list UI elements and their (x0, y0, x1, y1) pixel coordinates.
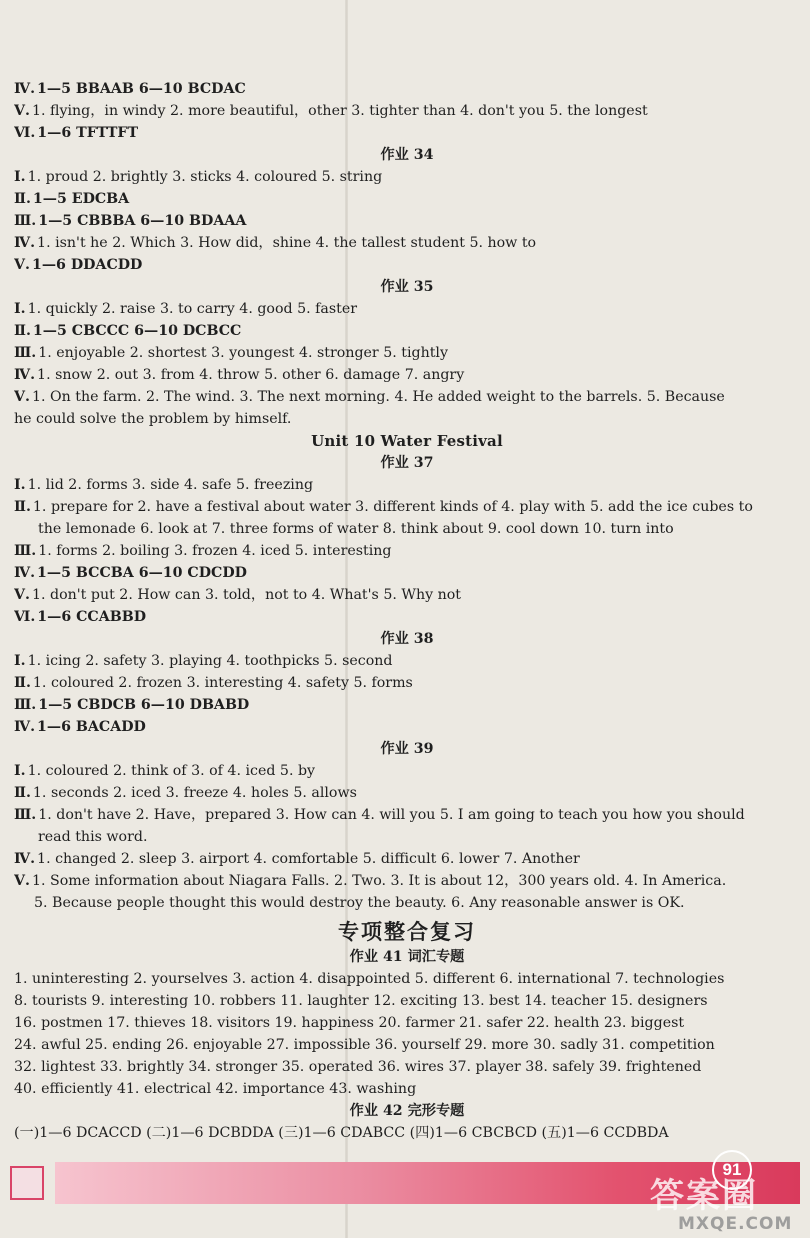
roman-numeral: Ⅴ. (14, 257, 30, 273)
answer-text: 1—5 CBDCB 6—10 DBABD (38, 697, 250, 713)
answer-text: 1. isn't he 2. Which 3. How did，shine 4. the tallest student 5. how to (37, 235, 537, 251)
answer-line (14, 122, 800, 144)
answer-line (14, 298, 800, 320)
answer-text: 1—5 CBBBA 6—10 BDAAA (38, 213, 247, 229)
answer-line (14, 320, 800, 342)
answer-line (14, 1012, 800, 1034)
section-heading: 作业 38 (380, 631, 434, 647)
answer-line (14, 848, 800, 870)
answer-text: 1—6 DDACDD (31, 257, 143, 273)
watermark-url: MXQE.COM (678, 1214, 793, 1234)
roman-numeral: Ⅰ. (14, 653, 26, 669)
roman-numeral: Ⅳ. (14, 235, 36, 251)
roman-numeral: Ⅲ. (14, 543, 37, 559)
roman-numeral: Ⅲ. (14, 213, 37, 229)
answer-text: 1. lid 2. forms 3. side 4. safe 5. freezing (27, 477, 314, 493)
answer-text: 1. don't have 2. Have，prepared 3. How can 4. will you 5. I am going to teach you how you should (38, 807, 745, 823)
page-number: 91 (712, 1150, 752, 1190)
roman-numeral: Ⅵ. (14, 125, 36, 141)
answer-line (14, 1122, 800, 1144)
roman-numeral: Ⅱ. (14, 785, 31, 801)
roman-numeral: Ⅲ. (14, 697, 37, 713)
answer-line (14, 166, 800, 188)
answer-line (14, 210, 800, 232)
answer-text: 1. coloured 2. think of 3. of 4. iced 5. by (27, 763, 316, 779)
answer-text: the lemonade 6. look at 7. three forms of water 8. think about 9. cool down 10. turn into (38, 521, 674, 537)
answer-line (14, 342, 800, 364)
answer-line (14, 782, 800, 804)
answer-text: read this word. (38, 829, 148, 845)
answer-line (14, 870, 800, 892)
answer-line (14, 1056, 800, 1078)
answer-line (14, 562, 800, 584)
roman-numeral: Ⅰ. (14, 301, 26, 317)
answer-line (14, 518, 800, 540)
roman-numeral: Ⅳ. (14, 719, 36, 735)
section-heading: 作业 35 (380, 279, 434, 295)
answer-text: 1. seconds 2. iced 3. freeze 4. holes 5. allows (32, 785, 357, 801)
answer-text: 1—5 EDCBA (32, 191, 130, 207)
roman-numeral: Ⅲ. (14, 807, 37, 823)
roman-numeral: Ⅳ. (14, 367, 36, 383)
section-heading: 作业 37 (380, 455, 434, 471)
answer-text: 1. don't put 2. How can 3. told，not to 4. What's 5. Why not (31, 587, 461, 603)
answer-line (14, 716, 800, 738)
answer-text: 1. proud 2. brightly 3. sticks 4. coloured 5. string (27, 169, 383, 185)
answer-text: he could solve the problem by himself. (14, 411, 292, 427)
answer-line (14, 540, 800, 562)
answer-key-content (14, 78, 800, 1144)
answer-line (14, 990, 800, 1012)
answer-line (14, 606, 800, 628)
roman-numeral: Ⅴ. (14, 103, 30, 119)
roman-numeral: Ⅱ. (14, 675, 31, 691)
section-heading: 作业 42 完形专题 (349, 1103, 465, 1119)
answer-text: 1. On the farm. 2. The wind. 3. The next morning. 4. He added weight to the barrels. 5. Because (31, 389, 725, 405)
answer-text: 1—6 BACADD (37, 719, 146, 735)
answer-text: 1. flying，in windy 2. more beautiful，other 3. tighter than 4. don't you 5. the longest (31, 103, 648, 119)
answer-text: (一)1—6 DCACCD (二)1—6 DCBDDA (三)1—6 CDABCC (四)1—6 CBCBCD (五)1—6 CCDBDA (14, 1125, 669, 1141)
roman-numeral: Ⅴ. (14, 389, 30, 405)
roman-numeral: Ⅱ. (14, 499, 31, 515)
section-heading: 作业 39 (380, 741, 434, 757)
answer-text: 1. prepare for 2. have a festival about water 3. different kinds of 4. play with 5. add the ice cubes to (32, 499, 753, 515)
roman-numeral: Ⅲ. (14, 345, 37, 361)
answer-text: 1—6 CCABBD (37, 609, 147, 625)
answer-line (14, 826, 800, 848)
section-heading: 作业 41 词汇专题 (349, 949, 465, 965)
unit-title: Unit 10 Water Festival (311, 432, 503, 450)
answer-line (14, 1078, 800, 1100)
roman-numeral: Ⅰ. (14, 477, 26, 493)
answer-text: 1—5 CBCCC 6—10 DCBCC (32, 323, 242, 339)
answer-line (14, 254, 800, 276)
roman-numeral: Ⅳ. (14, 565, 36, 581)
answer-line (14, 408, 800, 430)
roman-numeral: Ⅱ. (14, 323, 31, 339)
answer-text: 1. quickly 2. raise 3. to carry 4. good 5. faster (27, 301, 358, 317)
answer-text: 1. enjoyable 2. shortest 3. youngest 4. stronger 5. tightly (38, 345, 448, 361)
review-title: 专项整合复习 (338, 919, 476, 944)
answer-line (14, 892, 800, 914)
roman-numeral: Ⅱ. (14, 191, 31, 207)
answer-text: 24. awful 25. ending 26. enjoyable 27. impossible 36. yourself 29. more 30. sadly 31. competition (14, 1037, 715, 1053)
answer-text: 1. coloured 2. frozen 3. interesting 4. safety 5. forms (32, 675, 413, 691)
answer-line (14, 672, 800, 694)
answer-line (14, 474, 800, 496)
answer-line (14, 760, 800, 782)
roman-numeral: Ⅴ. (14, 873, 30, 889)
roman-numeral: Ⅰ. (14, 763, 26, 779)
roman-numeral: Ⅵ. (14, 609, 36, 625)
answer-line (14, 100, 800, 122)
answer-text: 8. tourists 9. interesting 10. robbers 11. laughter 12. exciting 13. best 14. teacher 15. designers (14, 993, 708, 1009)
section-heading: 作业 34 (380, 147, 434, 163)
answer-line (14, 188, 800, 210)
answer-text: 1—6 TFTTFT (37, 125, 139, 141)
answer-line (14, 78, 800, 100)
answer-text: 1. forms 2. boiling 3. frozen 4. iced 5. interesting (38, 543, 392, 559)
answer-text: 40. efficiently 41. electrical 42. importance 43. washing (14, 1081, 417, 1097)
roman-numeral: Ⅳ. (14, 81, 36, 97)
answer-text: 1. snow 2. out 3. from 4. throw 5. other 6. damage 7. angry (37, 367, 465, 383)
answer-text: 1. icing 2. safety 3. playing 4. toothpicks 5. second (27, 653, 393, 669)
answer-line (14, 804, 800, 826)
answer-line (14, 386, 800, 408)
answer-line (14, 650, 800, 672)
answer-text: 1—5 BCCBA 6—10 CDCDD (37, 565, 247, 581)
answer-line (14, 496, 800, 518)
roman-numeral: Ⅳ. (14, 851, 36, 867)
answer-line (14, 694, 800, 716)
answer-line (14, 232, 800, 254)
answer-text: 1. uninteresting 2. yourselves 3. action 4. disappointed 5. different 6. international 7. technologies (14, 971, 725, 987)
answer-text: 32. lightest 33. brightly 34. stronger 35. operated 36. wires 37. player 38. safely 39. frightened (14, 1059, 702, 1075)
answer-text: 5. Because people thought this would destroy the beauty. 6. Any reasonable answer is OK. (34, 895, 685, 911)
answer-line (14, 584, 800, 606)
answer-text: 1. changed 2. sleep 3. airport 4. comfortable 5. difficult 6. lower 7. Another (37, 851, 580, 867)
answer-line (14, 1034, 800, 1056)
answer-line (14, 364, 800, 386)
watermark-logo-text: 答案圈 (650, 1176, 758, 1216)
footer-square-icon (10, 1166, 44, 1200)
answer-line (14, 968, 800, 990)
roman-numeral: Ⅰ. (14, 169, 26, 185)
answer-text: 1—5 BBAAB 6—10 BCDAC (37, 81, 246, 97)
roman-numeral: Ⅴ. (14, 587, 30, 603)
answer-text: 16. postmen 17. thieves 18. visitors 19. happiness 20. farmer 21. safer 22. health 23. biggest (14, 1015, 685, 1031)
answer-text: 1. Some information about Niagara Falls. 2. Two. 3. It is about 12，300 years old. 4. In America. (31, 873, 727, 889)
